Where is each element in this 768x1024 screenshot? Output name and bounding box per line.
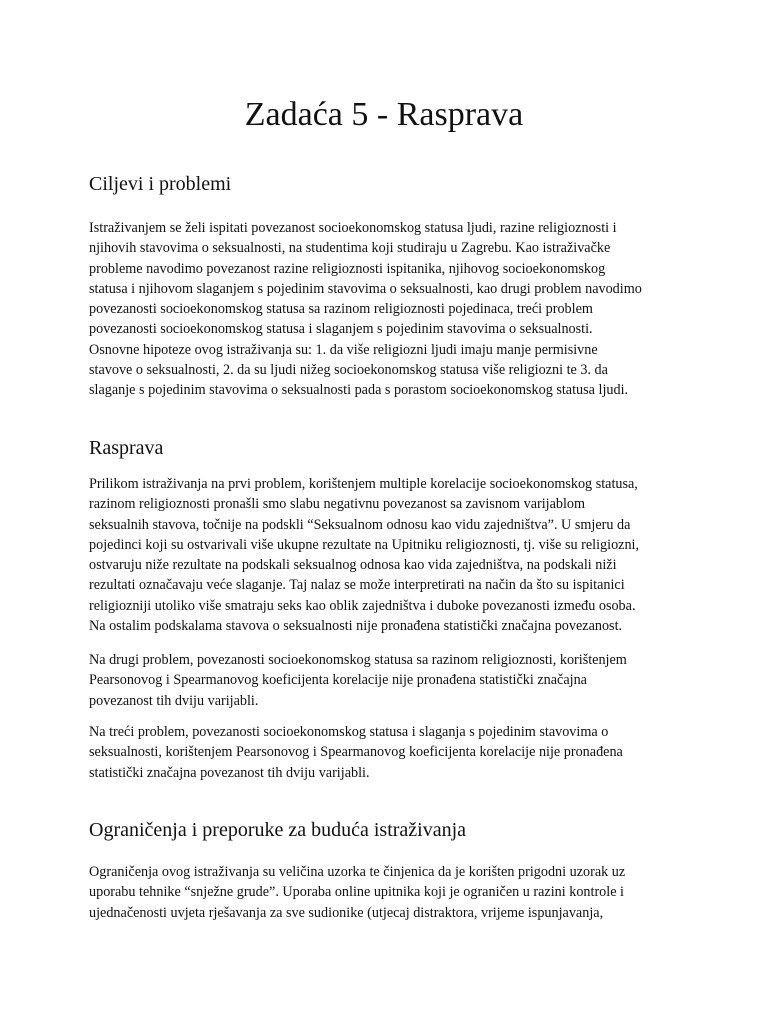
text-line: slaganje s pojedinim stavovima o seksualnosti pada s porastom socioekonomskog statusa ljudi. [89, 382, 629, 399]
text-line: ostvaruju niže rezultate na podskali seksualnog odnosa kao vida zajedništva, na podskali niži [89, 557, 617, 574]
paragraph-ciljevi-1 [89, 218, 689, 401]
section-heading-ciljevi: Ciljevi i problemi [89, 173, 232, 195]
section-heading-ogranicenja: Ograničenja i preporuke za buduća istraživanja [89, 819, 467, 841]
text-line: stavove o seksualnosti, 2. da su ljudi nižeg socioekonomskog statusa više religiozni te 3. da [89, 362, 608, 379]
section-heading-rasprava: Rasprava [89, 437, 164, 459]
text-line: Na ostalim podskalama stavova o seksualnosti nije pronađena statistički značajna povezanost. [89, 618, 623, 635]
text-line: njihovih stavovima o seksualnosti, na studentima koji studiraju u Zagrebu. Kao istraživačke [89, 240, 611, 257]
document-title: Zadaća 5 - Rasprava [244, 96, 524, 133]
text-line: Na treći problem, povezanosti socioekonomskog statusa i slaganja s pojedinim stavovima o [89, 724, 609, 740]
text-line: probleme navodimo povezanost razine religioznosti ispitanika, njihovog socioekonomskog [89, 260, 606, 277]
text-line: seksualnosti, korištenjem Pearsonovog i Spearmanovog koeficijenta korelacije nije pronađena [89, 744, 623, 761]
text-line: Istraživanjem se želi ispitati povezanost socioekonomskog statusa ljudi, razine religioznosti i [89, 220, 617, 236]
text-line: Pearsonovog i Spearmanovog koeficijenta korelacije nije pronađena statistički značajna [89, 672, 587, 689]
text-line: religiozniji utoliko više smatraju seks kao oblik zajedništva i duboke povezanosti između osoba. [89, 597, 636, 614]
paragraph-rasprava-2 [89, 650, 689, 711]
text-line: uporabu tehnike “snježne grude”. Uporaba online upitnika koji je ograničen u razini kontrole i [89, 884, 625, 901]
text-line: razinom religioznosti pronašli smo slabu negativnu povezanost sa zavisnom varijablom [89, 496, 586, 513]
text-line: ujednačenosti uvjeta rješavanja za sve sudionike (utjecaj distraktora, vrijeme ispunjavanja, [89, 904, 604, 921]
text-line: seksualnih stavova, točnije na podskli “Seksualnom odnosu kao vidu zajedništva”. U smjeru da [89, 516, 631, 533]
text-line: statistički značajna povezanost tih dviju varijabli. [89, 764, 370, 781]
paragraph-ogranicenja-1 [89, 862, 689, 923]
paragraph-rasprava-1 [89, 474, 689, 636]
text-line: Prilikom istraživanja na prvi problem, korištenjem multiple korelacije socioekonomskog statusa, [89, 476, 638, 492]
text-line: Na drugi problem, povezanosti socioekonomskog statusa sa razinom religioznosti, korištenjem [89, 652, 627, 668]
text-line: povezanosti socioekonomskog statusa i slaganjem s pojedinim stavovima o seksualnosti. [89, 321, 593, 338]
text-line: povezanosti socioekonomskog statusa sa razinom religioznosti pojedinaca, treći problem [89, 301, 593, 318]
paragraph-rasprava-3 [89, 722, 689, 783]
text-line: Osnovne hipoteze ovog istraživanja su: 1. da više religiozni ljudi imaju manje permisivne [89, 341, 598, 358]
text-line: statusa i njihovom slaganjem s pojedinim stavovima o seksualnosti, kao drugi problem navodimo [89, 280, 642, 297]
text-line: povezanost tih dviju varijabli. [89, 692, 259, 709]
text-line: pojedinci koji su ostvarivali više ukupne rezultate na Upitniku religioznosti, tj. više su religiozni, [89, 536, 640, 553]
text-line: Ograničenja ovog istraživanja su veličina uzorka te činjenica da je korišten prigodni uzorak uz [89, 864, 626, 880]
text-line: rezultati označavaju veće slaganje. Taj nalaz se može interpretirati na način da što su ispitanici [89, 577, 625, 594]
